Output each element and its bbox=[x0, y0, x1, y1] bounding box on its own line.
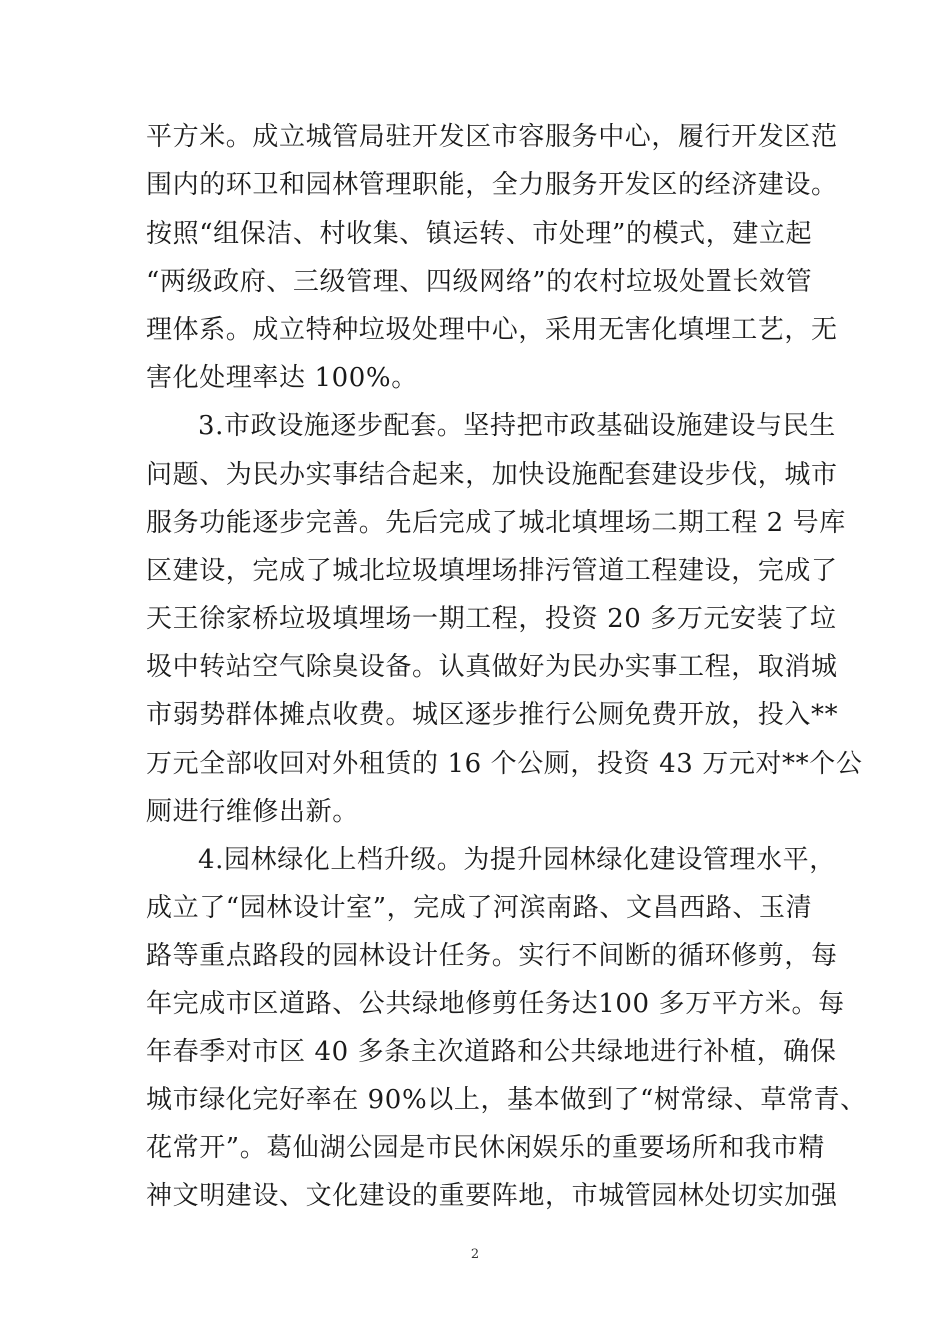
text-line: 市弱势群体摊点收费。城区逐步推行公厕免费开放，投入** bbox=[146, 700, 839, 730]
text-line: 厕进行维修出新。 bbox=[146, 797, 359, 827]
text-line: 服务功能逐步完善。先后完成了城北填埋场二期工程 2 号库 bbox=[146, 508, 846, 538]
page-number: 2 bbox=[470, 1247, 480, 1262]
text-line: 年春季对市区 40 多条主次道路和公共绿地进行补植，确保 bbox=[146, 1037, 837, 1067]
text-line: 万元全部收回对外租赁的 16 个公厕，投资 43 万元对**个公 bbox=[146, 749, 863, 779]
text-line: 4.园林绿化上档升级。为提升园林绿化建设管理水平， bbox=[198, 845, 836, 875]
text-line: 害化处理率达 100%。 bbox=[146, 363, 418, 393]
text-line: 神文明建设、文化建设的重要阵地，市城管园林处切实加强 bbox=[146, 1181, 838, 1211]
text-line: 天王徐家桥垃圾填埋场一期工程，投资 20 多万元安装了垃 bbox=[146, 604, 837, 634]
text-line: 年完成市区道路、公共绿地修剪任务达100 多万平方米。每 bbox=[146, 989, 845, 1019]
text-line: 平方米。成立城管局驻开发区市容服务中心，履行开发区范 bbox=[146, 122, 838, 152]
text-line: 成立了“园林设计室”，完成了河滨南路、文昌西路、玉清 bbox=[146, 893, 813, 923]
text-line: 区建设，完成了城北垃圾填埋场排污管道工程建设，完成了 bbox=[146, 556, 838, 586]
text-line: 路等重点路段的园林设计任务。实行不间断的循环修剪，每 bbox=[146, 941, 838, 971]
text-line: “两级政府、三级管理、四级网络”的农村垃圾处置长效管 bbox=[146, 267, 813, 297]
text-line: 理体系。成立特种垃圾处理中心，采用无害化填埋工艺，无 bbox=[146, 315, 838, 345]
text-line: 按照“组保洁、村收集、镇运转、市处理”的模式，建立起 bbox=[146, 219, 813, 249]
text-line: 圾中转站空气除臭设备。认真做好为民办实事工程，取消城 bbox=[146, 652, 838, 682]
text-line: 围内的环卫和园林管理职能，全力服务开发区的经济建设。 bbox=[146, 170, 838, 200]
text-line: 问题、为民办实事结合起来，加快设施配套建设步伐，城市 bbox=[146, 460, 838, 490]
text-line: 城市绿化完好率在 90%以上，基本做到了“树常绿、草常青、 bbox=[146, 1085, 867, 1115]
text-line: 花常开”。葛仙湖公园是市民休闲娱乐的重要场所和我市精 bbox=[146, 1133, 825, 1163]
text-line: 3.市政设施逐步配套。坚持把市政基础设施建设与民生 bbox=[198, 411, 836, 441]
